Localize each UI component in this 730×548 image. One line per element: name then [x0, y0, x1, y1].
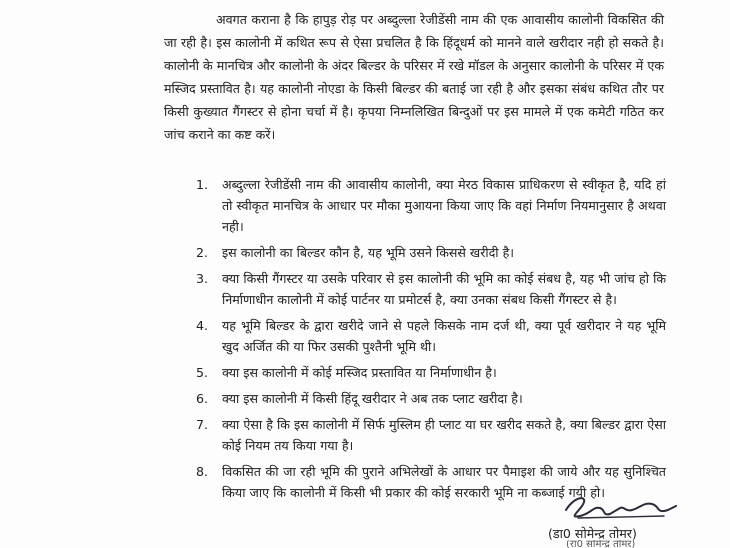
point-text: क्या ऐसा है कि इस कालोनी में सिर्फ मुस्लिम ही प्लाट या घर खरीद सकते है, क्या बिल्डर द्वारा ऐसा कोई नियम तय किया गया है।	[222, 417, 666, 453]
point-number: 2.	[196, 245, 209, 260]
point-number: 5.	[196, 365, 209, 380]
list-item	[196, 268, 666, 310]
list-item	[196, 242, 666, 263]
point-number: 6.	[196, 391, 209, 406]
point-number: 7.	[196, 417, 209, 432]
list-item	[196, 362, 666, 383]
point-text: अब्दुल्ला रेजीडेंसी नाम की आवासीय कालोनी, क्या मेरठ विकास प्राधिकरण से स्वीकृत है, यदि हां तो स्वीकृत मानचित्र के आधार पर मौका मुआयना किया जाए कि वहां निर्माण नियमानुसार है अथवा नही।	[222, 177, 666, 234]
point-text: क्या किसी गैंगस्टर या उसके परिवार से इस कालोनी की भूमि का कोई संबध है, यह भी जांच हो कि निर्माणाधीन कालोनी में कोई पार्टनर या प्रमोटर्स है, क्या उनका संबध किसी गैंगस्टर से है।	[222, 271, 667, 307]
point-number: 1.	[196, 177, 209, 192]
point-number: 3.	[196, 271, 209, 286]
point-text: यह भूमि बिल्डर के द्वारा खरीदे जाने से पहले किसके नाम दर्ज थी, क्या पूर्व खरीदार ने यह भूमि खुद अर्जित की या फिर उसकी पुश्तैनी भूमि थी।	[222, 318, 666, 354]
handwritten-signature	[560, 488, 680, 524]
point-text: विकसित की जा रही भूमि की पुराने अभिलेखों के आधार पर पैमाइश की जाये और यह सुनिश्चित किया जाए कि कालोनी में किसी भी प्रकार की कोई सरकारी भूमि ना कब्जाई गयी हो।	[222, 464, 666, 500]
point-number: 4.	[196, 318, 209, 333]
list-item	[196, 315, 666, 357]
signer-name: (डा0 सोमेन्द्र तोमर)	[548, 526, 637, 541]
point-text: क्या इस कालोनी में किसी हिंदू खरीदार ने अब तक प्लाट खरीदा है।	[222, 391, 523, 406]
list-item	[196, 414, 666, 456]
signer-subtitle: (रा0 सोमेन्द्र तोमर)	[566, 540, 636, 548]
points-list	[196, 174, 666, 508]
list-item	[196, 174, 666, 237]
point-text: इस कालोनी का बिल्डर कौन है, यह भूमि उसने किससे खरीदी है।	[222, 245, 515, 260]
point-text: क्या इस कालोनी में कोई मस्जिद प्रस्तावित या निर्माणाधीन है।	[222, 365, 497, 380]
list-item	[196, 388, 666, 409]
intro-paragraph: अवगत कराना है कि हापुड़ रोड़ पर अब्दुल्ला रेजीडेंसी नाम की एक आवासीय कालोनी विकसित की जा रही है। इस कालोनी में कथित रूप से ऐसा प्रचलित है कि हिंदूधर्म को मानने वाले खरीदार नही हो सकते है। कालोनी के मानचित्र और कालोनी के अंदर बिल्डर के परिसर में रखे मॉडल के अनुसार कालोनी के परिसर में एक मस्जिद प्रस्तावित है। यह कालोनी नोएडा के किसी बिल्डर की बताई जा रही है और इसका संबंध कथित तौर पर किसी कुख्यात गैंगस्टर से होना चर्चा में है। कृपया निम्नलिखित बिन्दुओं पर इस मामले में एक कमेटी गठित कर जांच कराने का कष्ट करें।	[164, 12, 664, 142]
point-number: 8.	[196, 464, 209, 479]
